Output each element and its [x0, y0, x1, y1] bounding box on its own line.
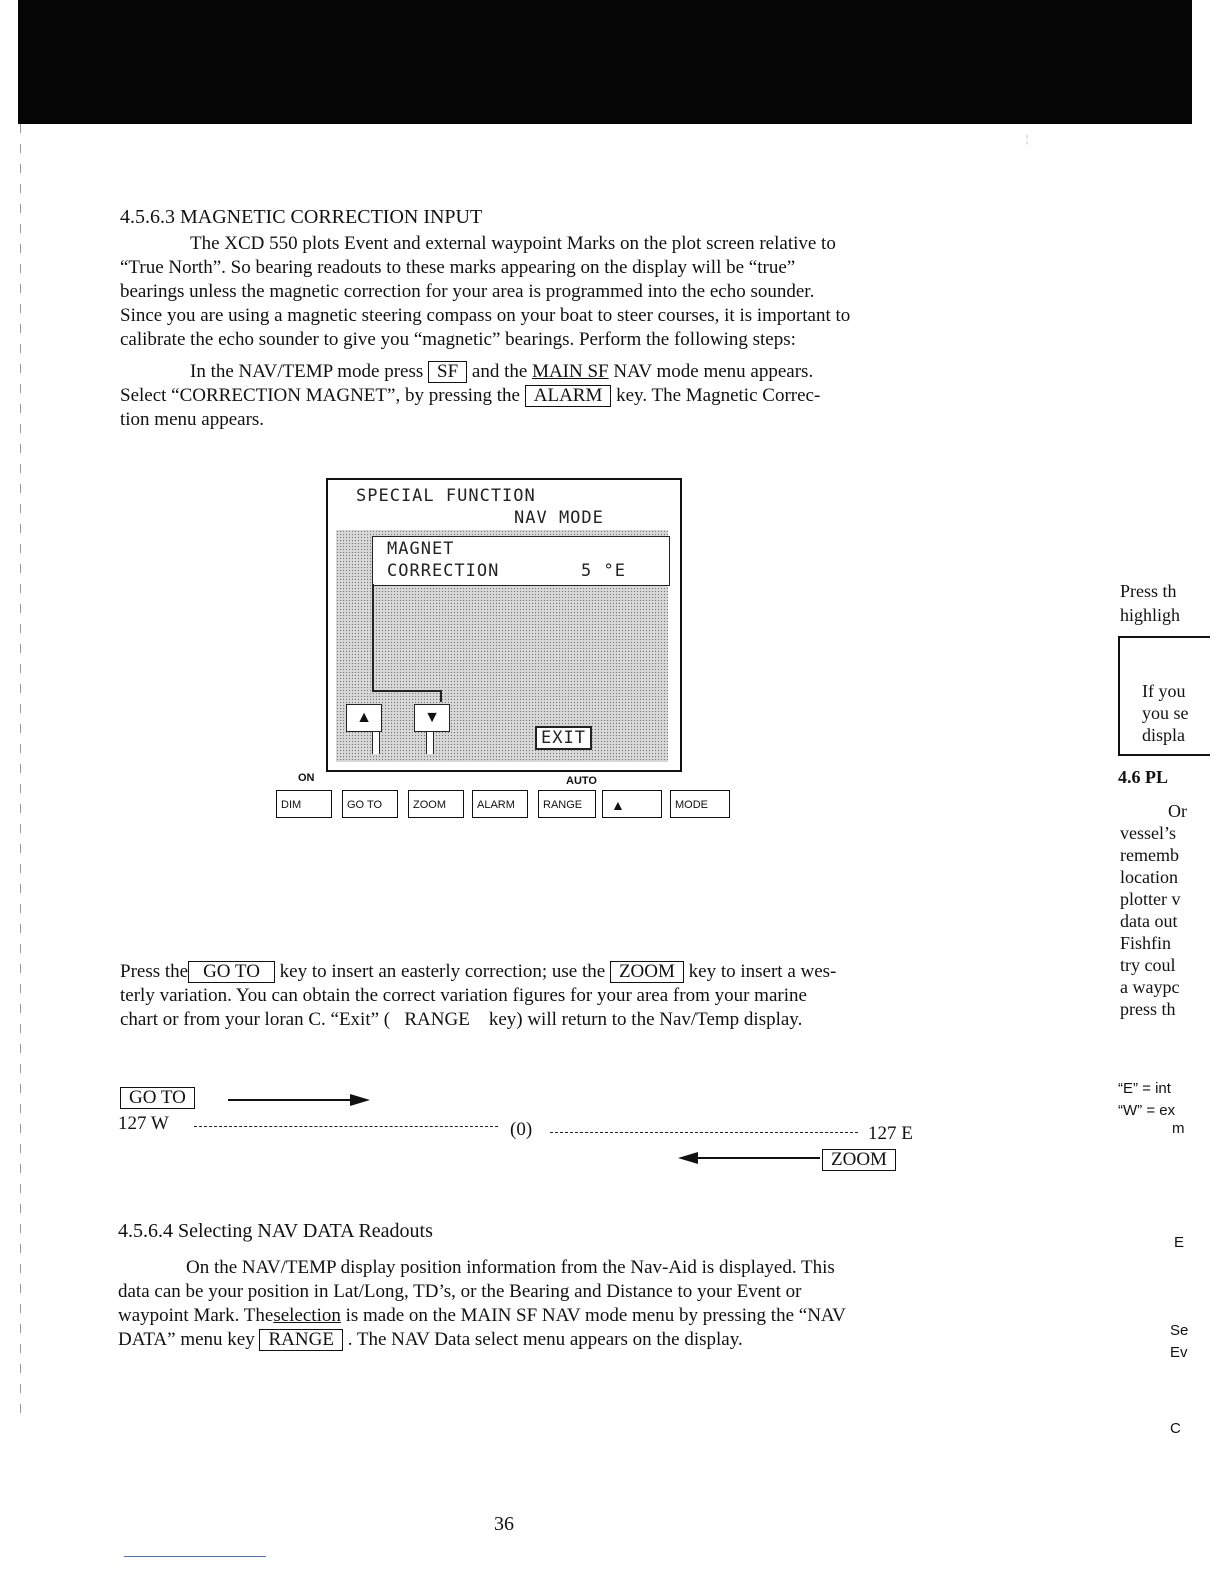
para-line [118, 1328, 928, 1352]
goto-key: GO TO [188, 961, 275, 983]
para-line: The XCD 550 plots Event and external waypoint Marks on the plot screen relative to [190, 233, 836, 254]
para-line: calibrate the echo sounder to give you “magnetic” bearings. Perform the following steps: [120, 329, 796, 350]
para-line [120, 360, 920, 384]
zoom-key: ZOOM [408, 790, 464, 818]
right-text-press: Press th [1120, 581, 1177, 601]
goto-key: GO TO [120, 1087, 195, 1109]
binding-edge-line [20, 124, 21, 1424]
section-heading-nav-data: 4.5.6.4 Selecting NAV DATA Readouts [118, 1220, 433, 1242]
paragraph-steps [120, 360, 920, 432]
right-arrow-icon [228, 1090, 372, 1110]
text: . The NAV Data select menu appears on the display. [347, 1329, 743, 1350]
text: key to insert an easterly correction; use the [279, 961, 606, 982]
text: is made on the MAIN SF NAV mode menu by pressing the “NAV [345, 1305, 846, 1326]
up-arrow-stem [372, 730, 380, 754]
text: NAV mode menu appears. [613, 361, 814, 382]
paragraph-nav-data [118, 1256, 928, 1352]
top-black-band [18, 0, 1192, 124]
paragraph-intro [120, 232, 920, 352]
menu-item-box [372, 536, 670, 586]
right-line: rememb [1120, 845, 1179, 865]
corner-mark: ¦ [1026, 134, 1029, 145]
range-key: RANGE [259, 1329, 342, 1351]
dim-key: DIM [276, 790, 332, 818]
connector-line [440, 690, 442, 702]
exit-button: EXIT [535, 726, 592, 750]
right-line: press th [1120, 999, 1176, 1019]
range-key: RANGE [538, 790, 596, 818]
right-note-m: m [1172, 1120, 1185, 1137]
underlined-text: selection [273, 1305, 341, 1326]
down-arrow-stem [426, 730, 434, 754]
text: key to insert a wes- [688, 961, 837, 982]
display-title: SPECIAL FUNCTION [356, 486, 536, 506]
scale-right-label: 127 E [868, 1123, 913, 1144]
text: In the NAV/TEMP mode press [190, 361, 424, 382]
right-line: try coul [1120, 955, 1176, 975]
scale-left-label: 127 W [118, 1113, 169, 1134]
right-line: vessel’s [1120, 823, 1176, 843]
right-heading: 4.6 PL [1118, 767, 1169, 787]
page-number: 36 [494, 1513, 514, 1535]
zoom-key: ZOOM [822, 1149, 896, 1171]
para-line: “True North”. So bearing readouts to these marks appearing on the display will be “true” [120, 257, 796, 278]
text: Press the [120, 961, 189, 982]
alarm-key: ALARM [472, 790, 528, 818]
zoom-key: ZOOM [610, 961, 684, 983]
right-box-line: displa [1142, 725, 1185, 745]
text: DATA” menu key [118, 1329, 255, 1350]
footer-line [124, 1556, 266, 1557]
auto-label: AUTO [566, 775, 597, 787]
mode-key: MODE [670, 790, 730, 818]
right-note-w: “W” = ex [1118, 1102, 1176, 1119]
scale-dash-right [550, 1132, 858, 1133]
text: key. The Magnetic Correc- [616, 385, 821, 406]
text: waypoint Mark. The [118, 1305, 274, 1326]
left-arrow-icon [676, 1148, 820, 1168]
right-line: data out [1120, 911, 1178, 931]
para-line [118, 1304, 928, 1328]
connector-line [372, 584, 374, 690]
para-line: terly variation. You can obtain the correct variation figures for your area from your marine [120, 985, 807, 1006]
connector-line [372, 690, 442, 692]
scale-goto-key [120, 1086, 195, 1110]
right-text-se: Se [1170, 1322, 1189, 1339]
up-key: ▲ [602, 790, 662, 818]
down-arrow-icon: ▼ [414, 704, 450, 732]
alarm-key: ALARM [525, 385, 612, 407]
right-box-line: you se [1142, 703, 1189, 723]
lcd-display [326, 478, 682, 772]
display-subtitle: NAV MODE [514, 508, 604, 528]
section-heading-magnetic-correction: 4.5.6.3 MAGNETIC CORRECTION INPUT [120, 206, 483, 228]
scale-zoom-key [822, 1148, 896, 1172]
right-text-ev: Ev [1170, 1344, 1188, 1361]
right-line: Fishfin [1120, 933, 1172, 953]
sf-key: SF [428, 361, 467, 383]
para-line: tion menu appears. [120, 409, 265, 430]
right-text-c: C [1170, 1420, 1181, 1437]
right-text-highlight: highligh [1120, 605, 1181, 625]
right-line: Or [1168, 801, 1187, 821]
goto-key: GO TO [342, 790, 398, 818]
scale-center-label: (0) [510, 1119, 533, 1140]
right-line: a waypc [1120, 977, 1180, 997]
para-line: On the NAV/TEMP display position information from the Nav-Aid is displayed. This [186, 1257, 835, 1278]
scale-dash-left [194, 1126, 498, 1127]
up-arrow-icon: ▲ [346, 704, 382, 732]
right-line: location [1120, 867, 1178, 887]
para-line: data can be your position in Lat/Long, TD’s, or the Bearing and Distance to your Event or [118, 1281, 802, 1302]
item-label-line2: CORRECTION [387, 561, 500, 581]
right-text-e: E [1174, 1234, 1185, 1251]
para-line [120, 384, 920, 408]
paragraph-goto-zoom [120, 960, 930, 1032]
right-box-line: If you [1142, 681, 1186, 701]
on-label: ON [298, 772, 315, 784]
correction-value: 5 °E [581, 561, 626, 581]
para-line [120, 960, 930, 984]
text: and the [471, 361, 528, 382]
para-line: bearings unless the magnetic correction for your area is programmed into the echo sounder. [120, 281, 815, 302]
text: Select “CORRECTION MAGNET”, by pressing the [120, 385, 520, 406]
right-line: plotter v [1120, 889, 1181, 909]
right-note-e: “E” = int [1118, 1080, 1171, 1097]
item-label-line1: MAGNET [387, 539, 455, 559]
para-line: chart or from your loran C. “Exit” ( RANGE key) will return to the Nav/Temp display. [120, 1009, 803, 1030]
para-line: Since you are using a magnetic steering compass on your boat to steer courses, it is important to [120, 305, 851, 326]
underlined-text: MAIN SF [532, 361, 609, 382]
